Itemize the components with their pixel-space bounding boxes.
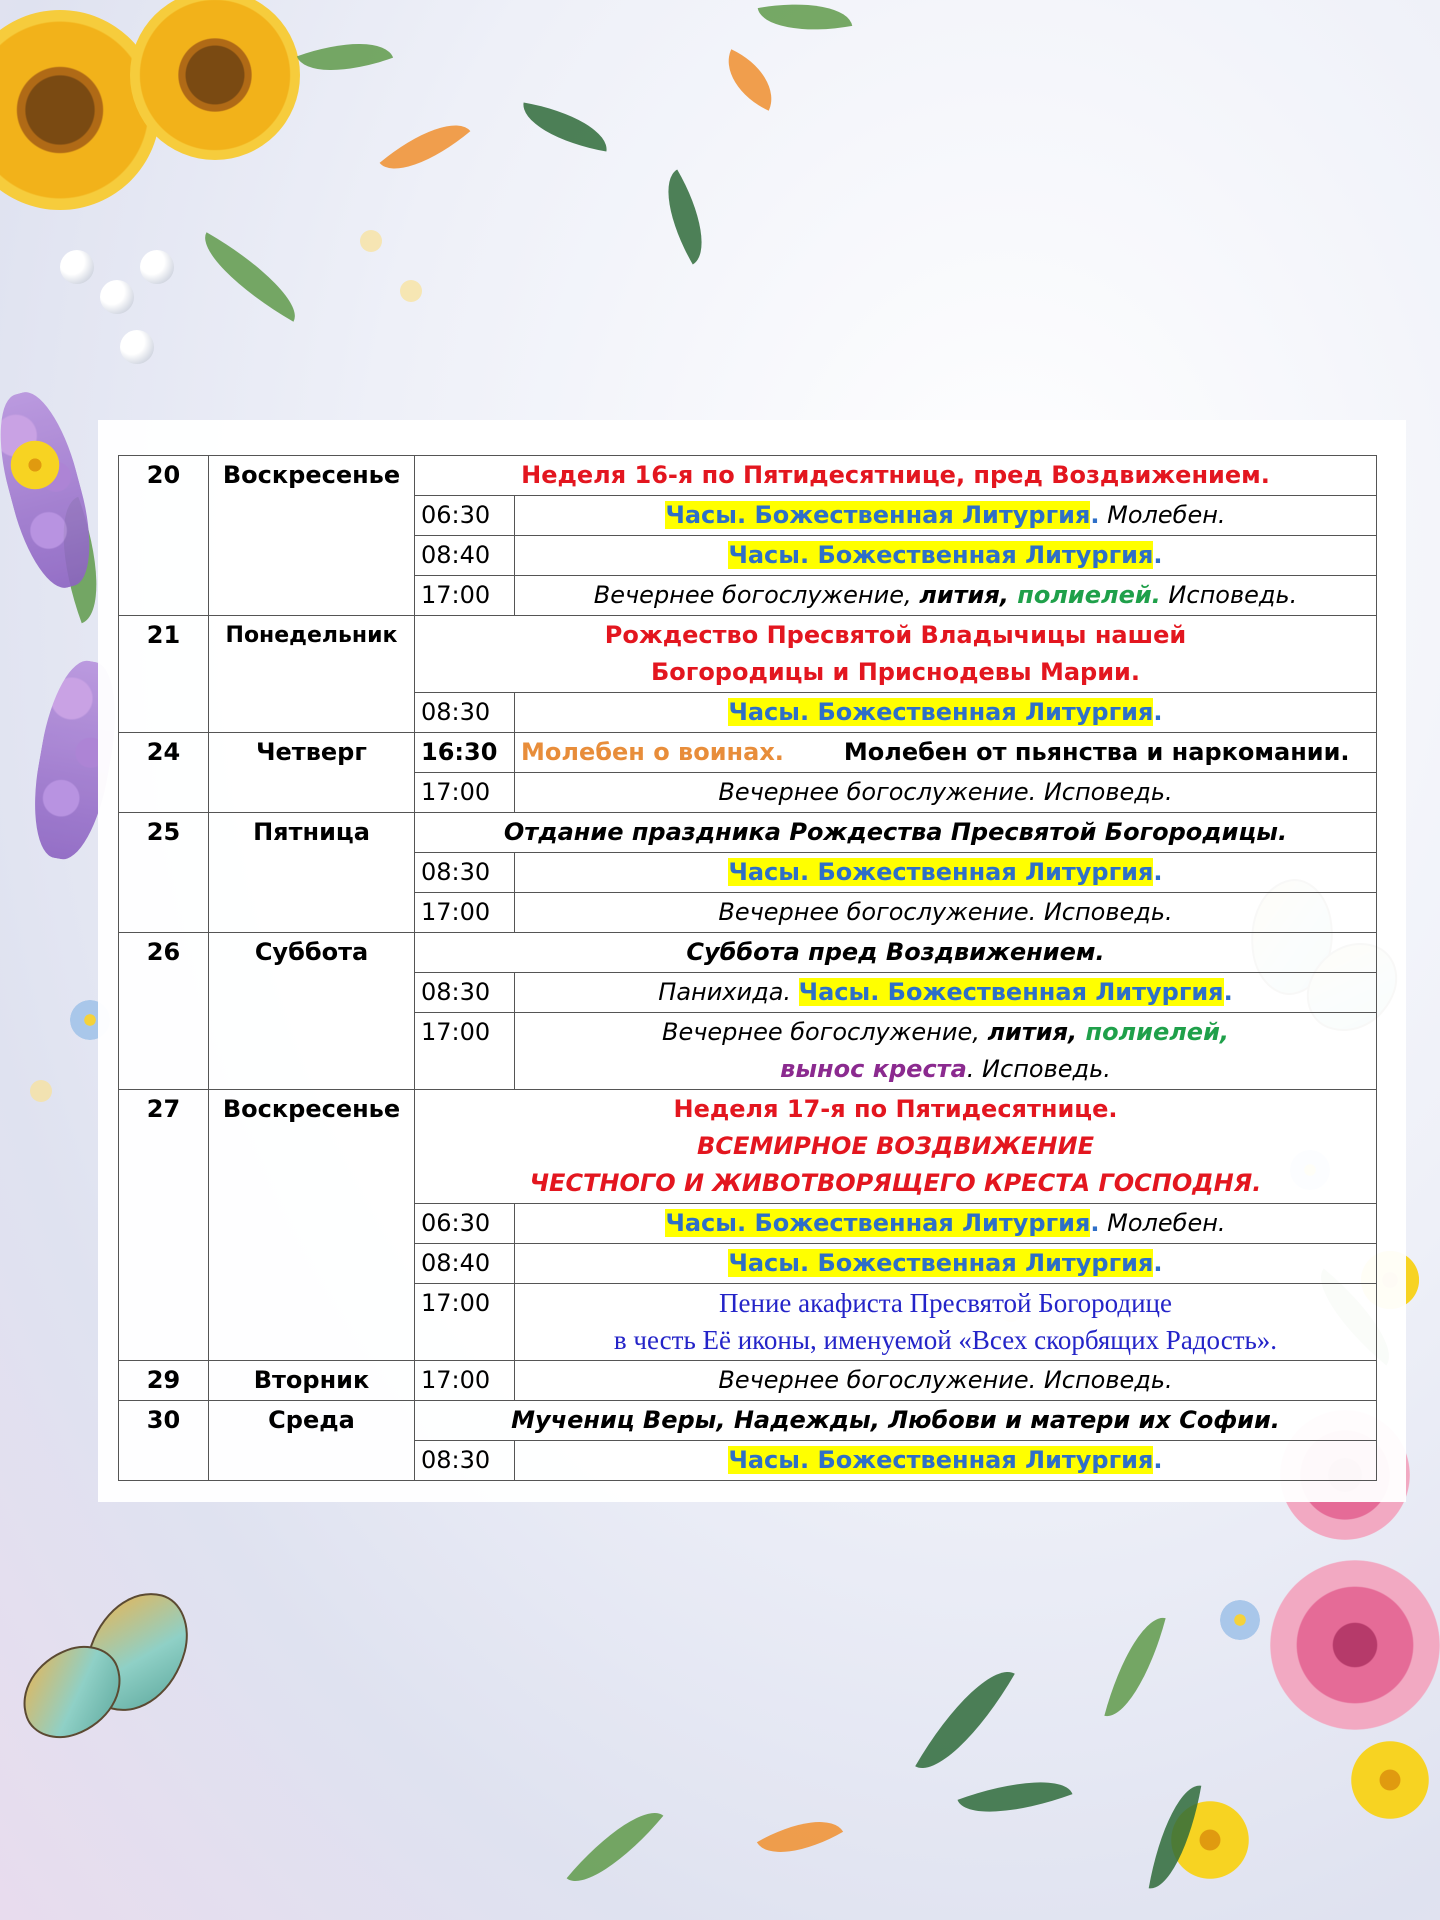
table-row: [119, 456, 1377, 496]
table-row: [119, 813, 1377, 853]
berry-icon: [140, 250, 174, 284]
day-number: 27: [119, 1090, 209, 1361]
day-number: 21: [119, 616, 209, 733]
service-time: 08:30: [415, 973, 515, 1013]
feast-title: Отдание праздника Рождества Пресвятой Богородицы.: [415, 813, 1377, 853]
service-time: 06:30: [415, 1204, 515, 1244]
bokeh-dot: [400, 280, 422, 302]
service-time: 08:40: [415, 1244, 515, 1284]
service-time: 17:00: [415, 576, 515, 616]
day-number: 20: [119, 456, 209, 616]
service-time: 08:40: [415, 536, 515, 576]
service-time: 17:00: [415, 773, 515, 813]
service-description: Часы. Божественная Литургия.: [515, 1441, 1377, 1481]
service-time: 17:00: [415, 1013, 515, 1090]
day-number: 24: [119, 733, 209, 813]
day-number: 26: [119, 933, 209, 1090]
leaf-icon: [757, 1802, 843, 1871]
table-row: [119, 1401, 1377, 1441]
service-time: 08:30: [415, 1441, 515, 1481]
service-description: Вечернее богослужение. Исповедь.: [515, 1361, 1377, 1401]
service-description: Вечернее богослужение, лития, полиелей, вынос креста. Исповедь.: [515, 1013, 1377, 1090]
leaf-icon: [958, 1762, 1073, 1832]
leaf-icon: [758, 0, 853, 42]
leaf-icon: [648, 170, 722, 265]
service-description: Вечернее богослужение. Исповедь.: [515, 773, 1377, 813]
service-time: 08:30: [415, 693, 515, 733]
service-description: Часы. Божественная Литургия.: [515, 853, 1377, 893]
day-number: 30: [119, 1401, 209, 1481]
schedule-table: [118, 455, 1377, 1481]
sunflower-icon: [130, 0, 300, 160]
service-time: 08:30: [415, 853, 515, 893]
service-description: Часы. Божественная Литургия. Молебен.: [515, 496, 1377, 536]
feast-title: Рождество Пресвятой Владычицы нашей Богородицы и Приснодевы Марии.: [415, 616, 1377, 693]
weekday: Суббота: [209, 933, 415, 1090]
service-time: 06:30: [415, 496, 515, 536]
berry-icon: [120, 330, 154, 364]
service-time: 16:30: [415, 733, 515, 773]
feast-title: Мучениц Веры, Надежды, Любови и матери их Софии.: [415, 1401, 1377, 1441]
service-description: Часы. Божественная Литургия. Молебен.: [515, 1204, 1377, 1244]
rose-icon: [1270, 1560, 1440, 1730]
table-row: [119, 733, 1377, 773]
table-row: [119, 616, 1377, 693]
weekday: Воскресенье: [209, 1090, 415, 1361]
table-row: [119, 1090, 1377, 1204]
feast-title: Неделя 17-я по Пятидесятнице. ВСЕМИРНОЕ ВОЗДВИЖЕНИЕ ЧЕСТНОГО И ЖИВОТВОРЯЩЕГО КРЕСТА ГОСПОДНЯ.: [415, 1090, 1377, 1204]
weekday: Среда: [209, 1401, 415, 1481]
feast-title: Неделя 16-я по Пятидесятнице, пред Воздвижением.: [415, 456, 1377, 496]
service-description: Часы. Божественная Литургия.: [515, 1244, 1377, 1284]
bokeh-dot: [360, 230, 382, 252]
berry-icon: [60, 250, 94, 284]
leaf-icon: [380, 105, 471, 189]
leaf-icon: [714, 49, 785, 111]
service-time: 17:00: [415, 1284, 515, 1361]
leaf-icon: [190, 232, 311, 321]
leaf-icon: [1104, 1609, 1165, 1724]
weekday: Вторник: [209, 1361, 415, 1401]
butterfly-icon: [20, 1590, 210, 1780]
leaf-icon: [915, 1654, 1015, 1787]
flower-icon: [1350, 1740, 1430, 1820]
day-number: 29: [119, 1361, 209, 1401]
weekday: Понедельник: [209, 616, 415, 733]
service-description: Вечернее богослужение. Исповедь.: [515, 893, 1377, 933]
weekday: Воскресенье: [209, 456, 415, 616]
leaf-icon: [567, 1794, 664, 1900]
table-row: [119, 933, 1377, 973]
flower-icon: [10, 440, 60, 490]
table-row: [119, 1361, 1377, 1401]
sunflower-icon: [0, 10, 160, 210]
service-time: 17:00: [415, 1361, 515, 1401]
day-number: 25: [119, 813, 209, 933]
service-description: Панихида. Часы. Божественная Литургия.: [515, 973, 1377, 1013]
feast-title: Суббота пред Воздвижением.: [415, 933, 1377, 973]
weekday: Пятница: [209, 813, 415, 933]
leaf-icon: [297, 26, 393, 89]
leaf-icon: [518, 102, 613, 151]
weekday: Четверг: [209, 733, 415, 813]
blossom-icon: [1220, 1600, 1260, 1640]
service-time: 17:00: [415, 893, 515, 933]
service-description: Пение акафиста Пресвятой Богородице в честь Её иконы, именуемой «Всех скорбящих Радость».: [515, 1284, 1377, 1361]
berry-icon: [100, 280, 134, 314]
service-description: Молебен о воинах. Молебен от пьянства и наркомании.: [515, 733, 1377, 773]
service-description: Часы. Божественная Литургия.: [515, 693, 1377, 733]
bokeh-dot: [30, 1080, 52, 1102]
service-description: Вечернее богослужение, лития, полиелей. Исповедь.: [515, 576, 1377, 616]
service-description: Часы. Божественная Литургия.: [515, 536, 1377, 576]
